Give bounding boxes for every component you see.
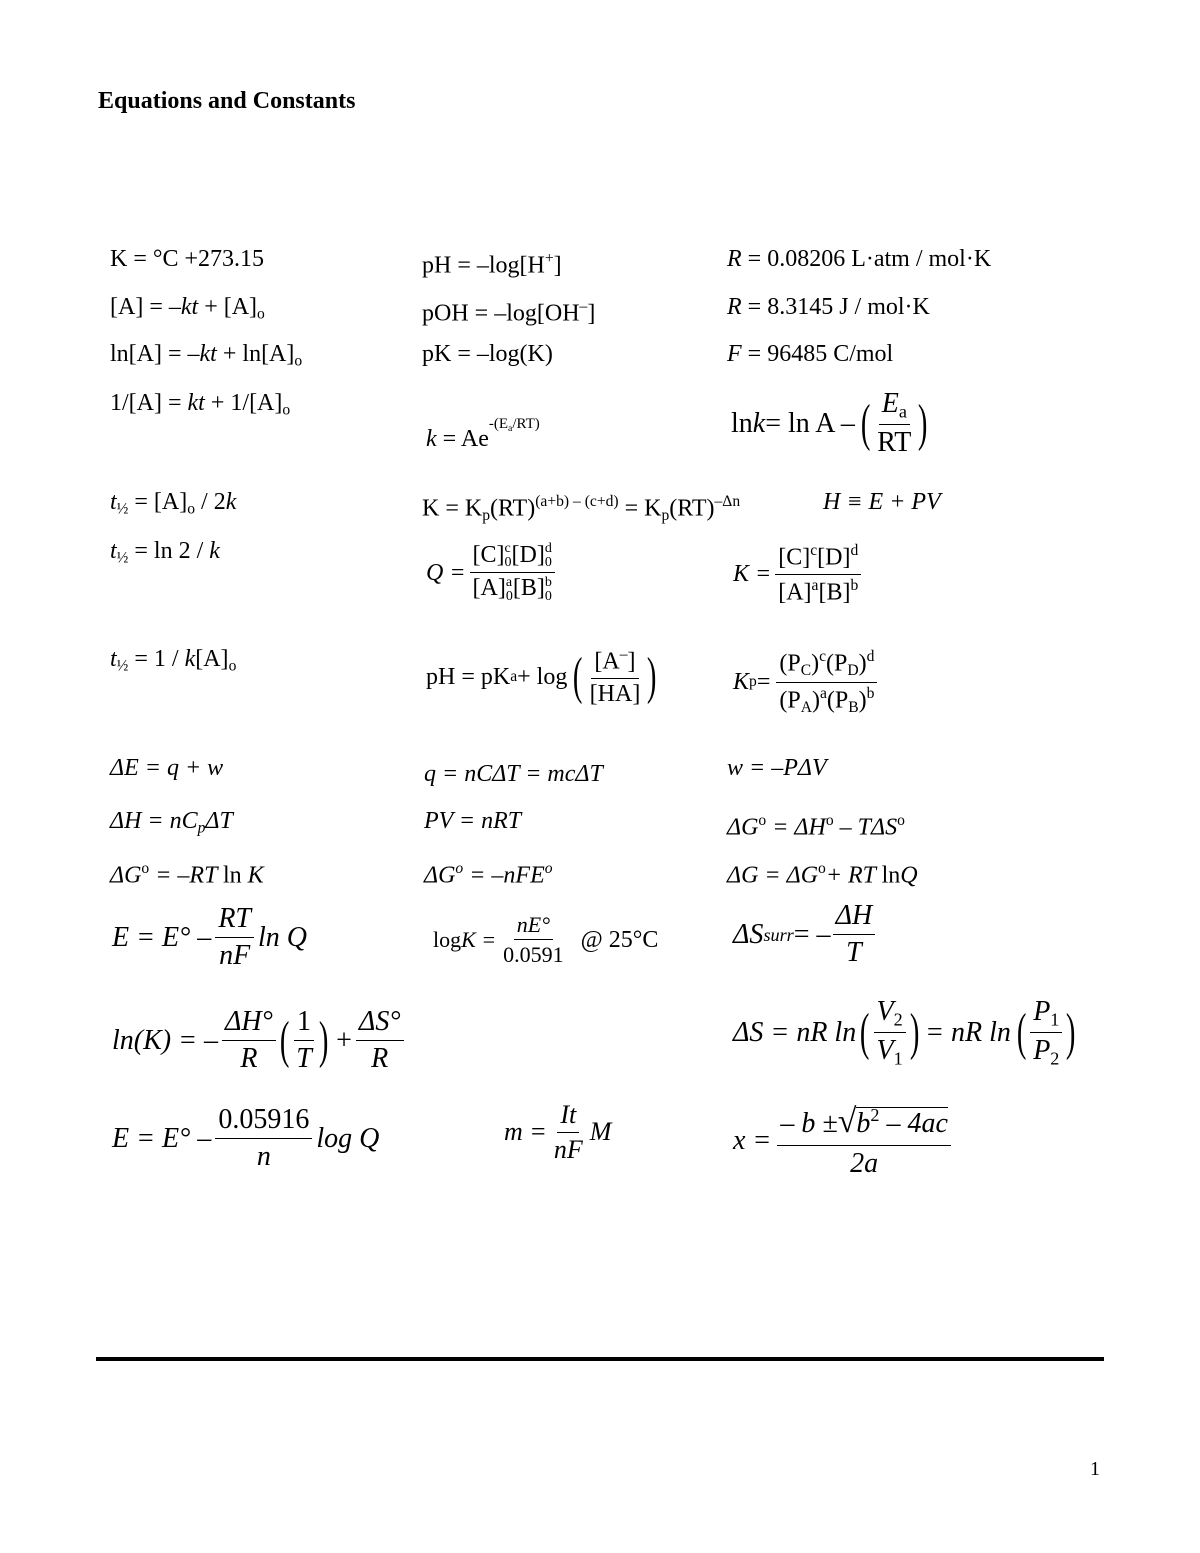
nernst-equation: E = E° – RT nF ln Q bbox=[112, 903, 307, 972]
footer-divider bbox=[96, 1357, 1104, 1361]
nernst-25c-equation: E = E° – 0.05916 n log Q bbox=[112, 1104, 380, 1173]
kp-kc-relation: $K = K_p(RT)^{(a+b) - (c+d)} = K_p(RT)^{-\Delta n}$ bbox=[422, 493, 741, 525]
reaction-quotient-equation: Q = [C] c 0 [D] d 0 [A] a 0 [B] b 0 bbox=[426, 542, 555, 604]
poh-equation: pOH = –log[OH–] bbox=[422, 298, 596, 327]
henderson-hasselbalch-equation: pH = pK a + log ( [A–] [HA] ) bbox=[426, 646, 657, 707]
ln-k-arrhenius-equation: ln k = ln A – ( $E_a$ RT ) bbox=[731, 388, 928, 459]
second-order-rate-law: 1/[A] = kt + $1/[A]_o$ bbox=[110, 390, 291, 419]
quadratic-formula: x = $\frac{- b \pm√b^2 - 4ac}{2a}$ bbox=[733, 1102, 951, 1180]
electrolysis-mass-equation: m = $\frac{It}{nF}$ M bbox=[504, 1100, 612, 1164]
entropy-surroundings-equation: ΔS surr = – ΔH T bbox=[733, 900, 875, 969]
equilibrium-constant-equation: K = $\frac{[C]^c[D]^d}{[A]^a[B]^b}$ bbox=[733, 542, 861, 607]
first-order-half-life: $t_{\frac{1}{2}} = \ln 2 / k$ bbox=[110, 538, 220, 567]
gibbs-reaction-quotient: $\Delta G = \Delta G^o+$ RT lnQ bbox=[727, 860, 918, 889]
zero-order-rate-law: $[A] = -kt + [A]_o$ bbox=[110, 294, 265, 323]
kelvin-equation: K = °C +273.15 bbox=[110, 246, 265, 272]
first-order-rate-law: $\ln[A] = -kt + \ln[A]_o$ bbox=[110, 341, 303, 370]
free-energy-cell-potential: $\Delta G^o = -nFE^o$ bbox=[424, 860, 553, 889]
enthalpy-change-equation: $\Delta H = nC_p\Delta T$ bbox=[110, 808, 233, 837]
logk-cell-potential-equation: log K = $\frac{nE^\circ}{0.0591}$ @ 25°C bbox=[433, 912, 659, 968]
page-number: 1 bbox=[1090, 1458, 1100, 1480]
ideal-gas-law: PV = nRT bbox=[424, 808, 522, 834]
ph-equation: pH = –log[H+] bbox=[422, 250, 562, 279]
entropy-expansion-equation: ΔS = nR ln ( $V_2$ $V_1$ ) = nR ln ( $P_1$ $P_2$ ) bbox=[733, 996, 1076, 1069]
standard-gibbs-equation: $\Delta G^o = \Delta H^o - T\Delta S^o$ bbox=[727, 812, 905, 841]
work-equation: w = –PΔV bbox=[727, 755, 827, 781]
enthalpy-definition: H ≡ E + PV bbox=[823, 489, 941, 515]
heat-equation: q = nCΔT = mcΔT bbox=[424, 761, 603, 787]
gas-constant-joules: R = 8.3145 J / mol·K bbox=[727, 294, 930, 320]
first-law-equation: ΔE = q + w bbox=[110, 755, 224, 781]
pk-equation: pK = –log(K) bbox=[422, 341, 553, 367]
arrhenius-equation: $k = Ae^{-(E_a/RT)}$ bbox=[426, 416, 540, 452]
zero-order-half-life: $t_{\frac{1}{2}} = [A]_o / 2k$ bbox=[110, 489, 237, 518]
gas-constant-atm: R = 0.08206 L·atm / mol·K bbox=[727, 246, 992, 272]
vant-hoff-equation: ln(K) = – ΔH° R ( 1 T ) + $\frac{\Delta S^\circ}{R}$ bbox=[112, 1006, 404, 1075]
page-title: Equations and Constants bbox=[98, 88, 356, 114]
standard-free-energy-k: $\Delta G^o = -RT$ ln K bbox=[110, 860, 264, 889]
kp-pressure-equation: K p = $\frac{(P_C)^c(P_D)^d}{(P_A)^a(P_B)^b}$ bbox=[733, 648, 877, 717]
faraday-constant: F = 96485 C/mol bbox=[727, 341, 894, 367]
second-order-half-life: $t_{\frac{1}{2}} = 1 / k[A]_o$ bbox=[110, 646, 237, 675]
